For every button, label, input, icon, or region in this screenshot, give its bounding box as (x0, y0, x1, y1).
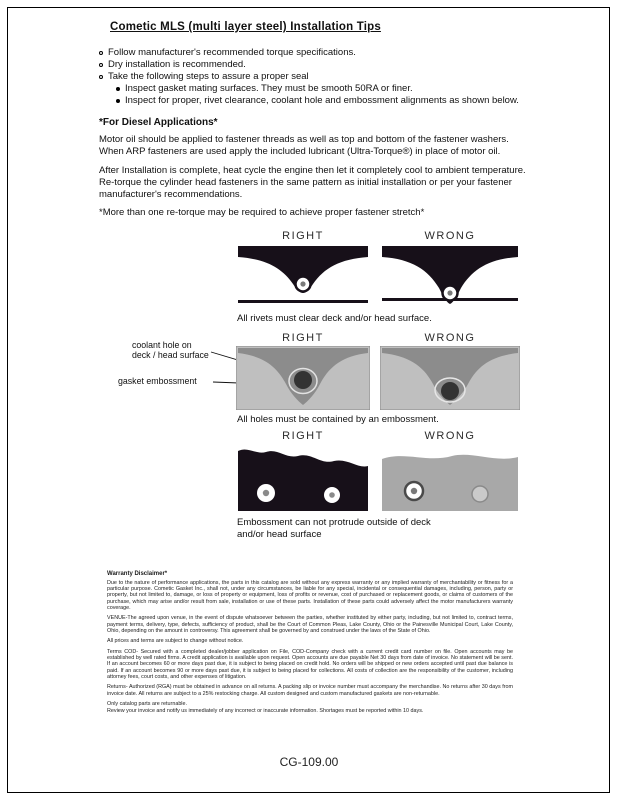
list-item (99, 59, 541, 71)
open-bullet-icon (99, 51, 103, 55)
disclaimer-heading: Warranty Disclaimer* (107, 571, 168, 577)
diesel-paragraph: After Installation is complete, heat cycle the engine then let it completely cool to ambient temperature. Re-torque the cylinder head fasteners in the same pattern as initial installation or per your fastener manufacturer's recommendations. (99, 165, 526, 201)
embossment-caption: All holes must be contained by an embossment. (237, 414, 439, 425)
page-number: CG-109.00 (279, 755, 339, 769)
list-item (116, 95, 541, 107)
tip-text: Take the following steps to assure a proper seal (108, 71, 309, 82)
disclaimer-paragraph: Only catalog parts are returnable. (107, 701, 188, 708)
warranty-disclaimer (107, 571, 513, 719)
list-item (99, 47, 541, 59)
right-label: RIGHT (282, 430, 324, 442)
embossment-wrong-diagram (380, 346, 520, 410)
wrong-label: WRONG (424, 332, 476, 344)
open-bullet-icon (99, 75, 103, 79)
disclaimer-paragraph: All prices and terms are subject to change without notice. (107, 638, 244, 645)
protrusion-caption: Embossment can not protrude outside of deck and/or head surface (237, 517, 431, 540)
retorque-note: *More than one re-torque may be required to achieve proper fastener stretch* (99, 207, 425, 218)
coolant-hole-callout: coolant hole on deck / head surface (132, 340, 209, 360)
tip-text: Dry installation is recommended. (108, 59, 246, 70)
rivet-caption: All rivets must clear deck and/or head surface. (237, 313, 432, 324)
rivet-wrong-diagram (380, 244, 520, 310)
page-title: Cometic MLS (multi layer steel) Installation Tips (110, 21, 381, 33)
rivet-right-diagram (236, 244, 370, 310)
tip-text: Inspect gasket mating surfaces. They must be smooth 50RA or finer. (125, 83, 413, 94)
embossment-right-diagram (236, 346, 370, 410)
open-bullet-icon (99, 63, 103, 67)
wrong-label: WRONG (424, 230, 476, 242)
tips-list (99, 47, 541, 107)
wrong-label: WRONG (424, 430, 476, 442)
diesel-heading: *For Diesel Applications* (99, 117, 218, 128)
disclaimer-paragraph: Review your invoice and notify us immediately of any incorrect or inaccurate information. Shortages must be reported within 10 days. (107, 708, 424, 715)
tip-text: Inspect for proper, rivet clearance, coolant hole and embossment alignments as shown below. (125, 95, 519, 106)
disclaimer-paragraph: Returns- Authorized (RGA) must be obtained in advance on all returns. A packing slip or invoice number must accompany the merchandise. No returns after 30 days from invoice date. All returns are subject to a 25% restocking charge. All custom designed and custom manufactured gaskets are non-returnable. (107, 684, 513, 697)
embossment-callout: gasket embossment (118, 376, 197, 386)
list-item (116, 83, 541, 95)
right-label: RIGHT (282, 332, 324, 344)
disclaimer-paragraph: VENUE-The agreed upon venue, in the event of dispute whatsoever between the parties, whether instituted by either party, including, but not limited to, contract terms, payment terms, delivery, type, defects, sufficiency of product, shall be the Court of Common Pleas, Lake County, Ohio or the Painesville Municipal Court, Lake County, Ohio, depending on the amount in controversy. This agreement shall be governed by and construed under the laws of the State of Ohio. (107, 615, 513, 634)
right-label: RIGHT (282, 230, 324, 242)
protrusion-right-diagram (236, 443, 370, 513)
list-item (99, 71, 541, 83)
diesel-paragraph: Motor oil should be applied to fastener threads as well as top and bottom of the fastener washers. When ARP fasteners are used apply the included lubricant (Ultra-Torque®) in place of motor oil. (99, 134, 509, 158)
disclaimer-paragraph: Terms COD- Secured with a completed dealer/jobber application on File, COD-Company check with a current credit card number on file. Open accounts may be established by well rated firms. A credit application is available upon request. Open accounts are due payable Net 30 days from date of invoice. No statement will be sent. If an account becomes 60 or more days past due, it is subject to being placed on credit hold. No orders will be shipped or new orders accepted until past due balance is paid. If an account becomes 90 or more days past due, it is subject to being placed for collections. All costs of collection are the responsibility of the customer, including attorney fees, court costs, and other expenses of litigation. (107, 649, 513, 680)
filled-bullet-icon (116, 87, 120, 91)
disclaimer-paragraph: Due to the nature of performance applications, the parts in this catalog are sold without any express warranty or any implied warranty of merchantability or fitness for a particular purpose. Cometic Gasket Inc., shall not, under any circumstances, be liable for any special, incidental or consequential damages, including, person, party or property, but not limited to, damage, or loss of property or equipment, loss of profits or revenue, cost of purchased or replacement goods, or claims of customers of the purchase, which may arise and/or result from sale, installation or use of these parts. Installation of these parts could adversely affect the motor manufacturers warranty coverage. (107, 580, 513, 611)
filled-bullet-icon (116, 99, 120, 103)
tip-text: Follow manufacturer's recommended torque specifications. (108, 47, 356, 58)
protrusion-wrong-diagram (380, 443, 520, 513)
